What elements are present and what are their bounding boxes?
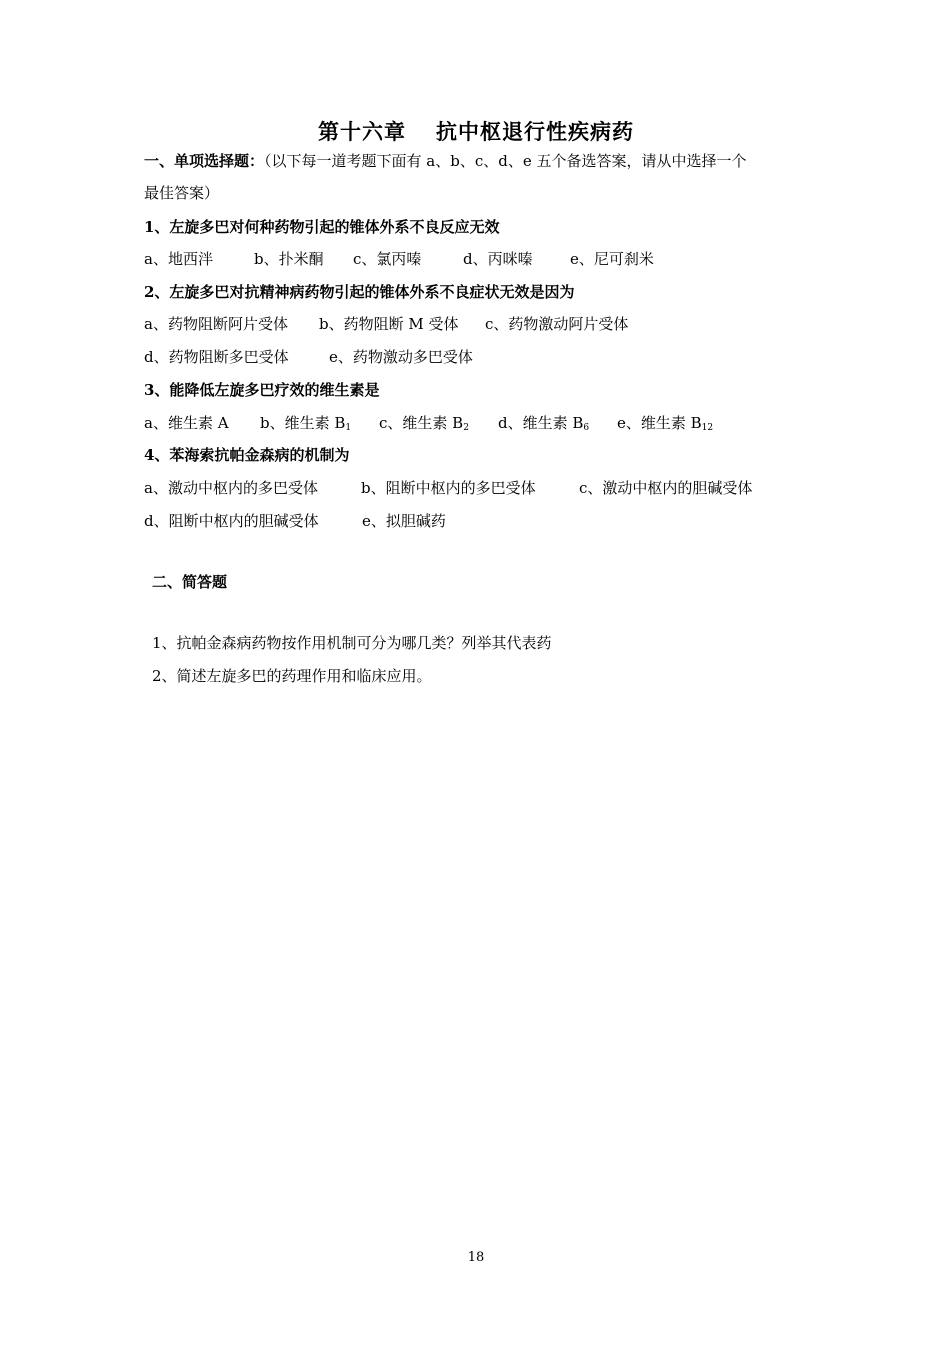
short-answer-2: 2、简述左旋多巴的药理作用和临床应用。 [152,667,432,685]
page-number: 18 [467,1250,485,1265]
question-1-options [144,249,654,269]
question-3-stem: 3、能降低左旋多巴疗效的维生素是 [144,381,380,399]
q2-option-d: d、药物阻断多巴受体 [144,348,289,366]
q1-option-c: c、氯丙嗪 [353,250,422,268]
question-2-options-row1 [144,314,628,334]
q2-option-b: b、药物阻断 M 受体 [319,315,459,333]
chapter-name: 抗中枢退行性疾病药 [436,119,634,144]
question-3-options [144,413,713,438]
q3-option-c: c、维生素 $B_2$ [379,414,469,433]
section1-instruction-cont: 最佳答案） [144,184,220,202]
section2-heading: 二、简答题 [152,573,228,591]
q2-option-a: a、药物阻断阿片受体 [144,315,288,333]
section1-heading: 一、单项选择题： [144,152,265,170]
q3-option-b: b、维生素 $B_1$ [260,414,352,433]
question-4-options-row2 [144,511,446,531]
chapter-title [0,116,952,146]
q4-option-b: b、阻断中枢内的多巴受体 [361,479,536,497]
question-4-stem: 4、苯海索抗帕金森病的机制为 [144,446,350,464]
q4-option-a: a、激动中枢内的多巴受体 [144,479,318,497]
section1-instruction: （以下每一道考题下面有 a、b、c、d、e 五个备选答案，请从中选择一个 [264,152,747,170]
question-4-options-row1 [144,478,752,498]
section1-header [144,151,746,171]
short-answer-1: 1、抗帕金森病药物按作用机制可分为哪几类？列举其代表药 [152,634,552,652]
question-2-options-row2 [144,347,473,367]
chapter-number: 第十六章 [318,119,406,144]
q3-option-e: e、维生素 $B_{12}$ [617,414,714,433]
q3-option-a: a、维生素 A [144,414,229,432]
q1-option-b: b、扑米酮 [254,250,324,268]
q4-option-c: c、激动中枢内的胆碱受体 [579,479,753,497]
q3-option-d: d、维生素 $B_6$ [498,414,590,433]
q1-option-e: e、尼可刹米 [570,250,654,268]
q4-option-e: e、拟胆碱药 [362,512,446,530]
q2-option-e: e、药物激动多巴受体 [329,348,473,366]
q1-option-d: d、丙咪嗪 [463,250,533,268]
q1-option-a: a、地西泮 [144,250,213,268]
question-2-stem: 2、左旋多巴对抗精神病药物引起的锥体外系不良症状无效是因为 [144,283,575,301]
q4-option-d: d、阻断中枢内的胆碱受体 [144,512,319,530]
q2-option-c: c、药物激动阿片受体 [485,315,629,333]
question-1-stem: 1、左旋多巴对何种药物引起的锥体外系不良反应无效 [144,218,500,236]
